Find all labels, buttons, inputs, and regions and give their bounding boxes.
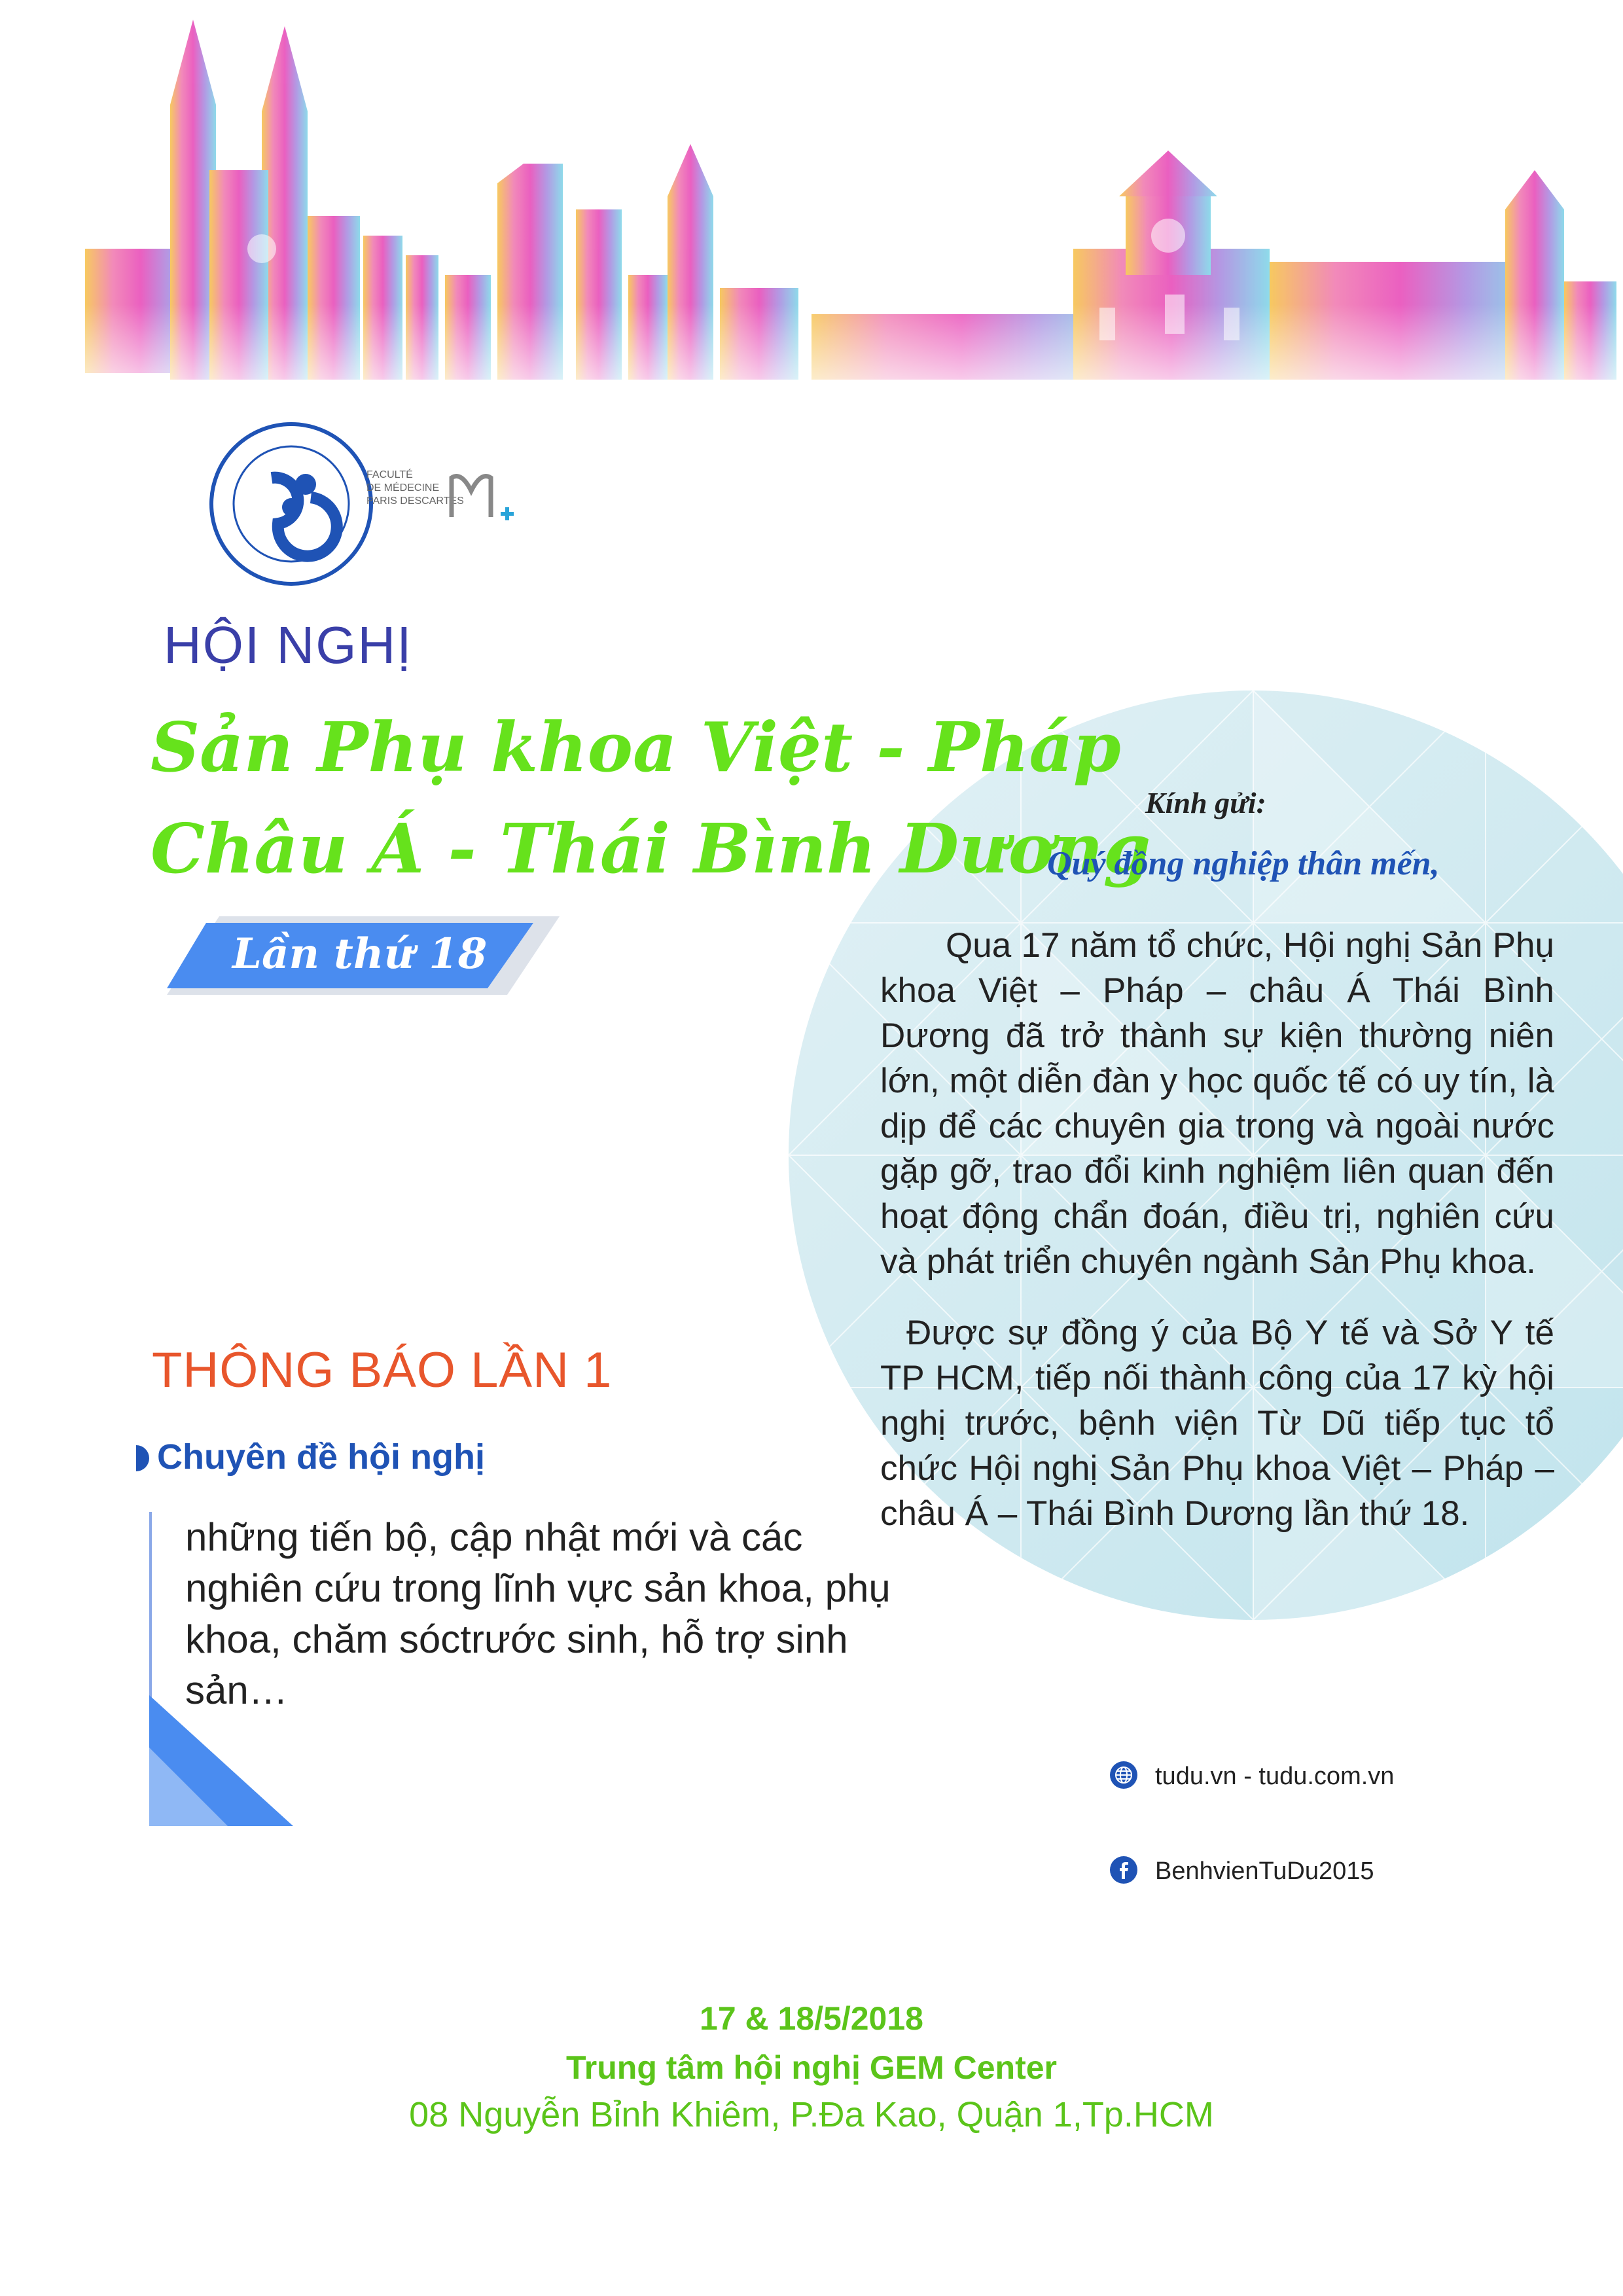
topic-rule bbox=[149, 1512, 152, 1702]
corner-triangle bbox=[149, 1695, 293, 1826]
event-address: 08 Nguyễn Bỉnh Khiêm, P.Đa Kao, Quận 1,Tp.HCM bbox=[409, 2095, 1214, 2134]
paris-logo-text-1: FACULTÉ bbox=[366, 469, 413, 480]
conference-title-line-2: Châu Á - Thái Bình Dương bbox=[151, 808, 1151, 889]
website-link[interactable]: tudu.vn - tudu.com.vn bbox=[1155, 1763, 1395, 1790]
edition-label: Lần thứ 18 bbox=[232, 929, 488, 978]
globe-icon bbox=[1109, 1761, 1138, 1789]
facebook-link[interactable]: BenhvienTuDu2015 bbox=[1155, 1857, 1374, 1885]
greeting: Kính gửi: bbox=[1145, 786, 1266, 819]
salutation: Quý đồng nghiệp thân mến, bbox=[1047, 845, 1440, 882]
topic-body: những tiến bộ, cập nhật mới và các nghiên cứu trong lĩnh vực sản khoa, phụ khoa, chăm sóctrước sinh, hỗ trợ sinh sản… bbox=[185, 1515, 891, 1712]
letter-paragraph-1: Qua 17 năm tổ chức, Hội nghị Sản Phụ khoa Việt – Pháp – châu Á Thái Bình Dương đã trở thành sự kiện thường niên lớn, một diễn đàn y học quốc tế có uy tín, là dịp để các chuyên gia trong và ngoài nước gặp gỡ, trao đổi kinh nghiệm liên quan đến hoạt động chẩn đoán, điều trị, nghiên cứu và phát triển chuyên ngành Sản Phụ khoa. bbox=[880, 926, 1554, 1281]
paris-descartes-logo bbox=[366, 452, 524, 550]
topic-heading: Chuyên đề hội nghị bbox=[157, 1437, 485, 1477]
event-date: 17 & 18/5/2018 bbox=[700, 2000, 923, 2037]
paris-logo-text-3: PARIS DESCARTES bbox=[366, 495, 464, 507]
conference-title-line-1: Sản Phụ khoa Việt - Pháp bbox=[151, 707, 1121, 787]
city-skyline-banner bbox=[0, 0, 1623, 406]
tudu-hospital-logo bbox=[206, 419, 376, 589]
paris-logo-text-2: DE MÉDECINE bbox=[366, 482, 440, 493]
half-circle-bullet-icon bbox=[135, 1444, 151, 1473]
letter-paragraph-2: Được sự đồng ý của Bộ Y tế và Sở Y tế TP HCM, tiếp nối thành công của 17 kỳ hội nghị trước, bệnh viện Từ Dũ tiếp tục tổ chức Hội nghị Sản Phụ khoa Việt – Pháp – châu Á – Thái Bình Dương lần thứ 18. bbox=[880, 1314, 1554, 1533]
facebook-icon bbox=[1109, 1856, 1138, 1884]
announcement-heading: THÔNG BÁO LẦN 1 bbox=[152, 1342, 613, 1398]
event-venue: Trung tâm hội nghị GEM Center bbox=[566, 2049, 1057, 2086]
conference-label: HỘI NGHỊ bbox=[164, 616, 413, 674]
